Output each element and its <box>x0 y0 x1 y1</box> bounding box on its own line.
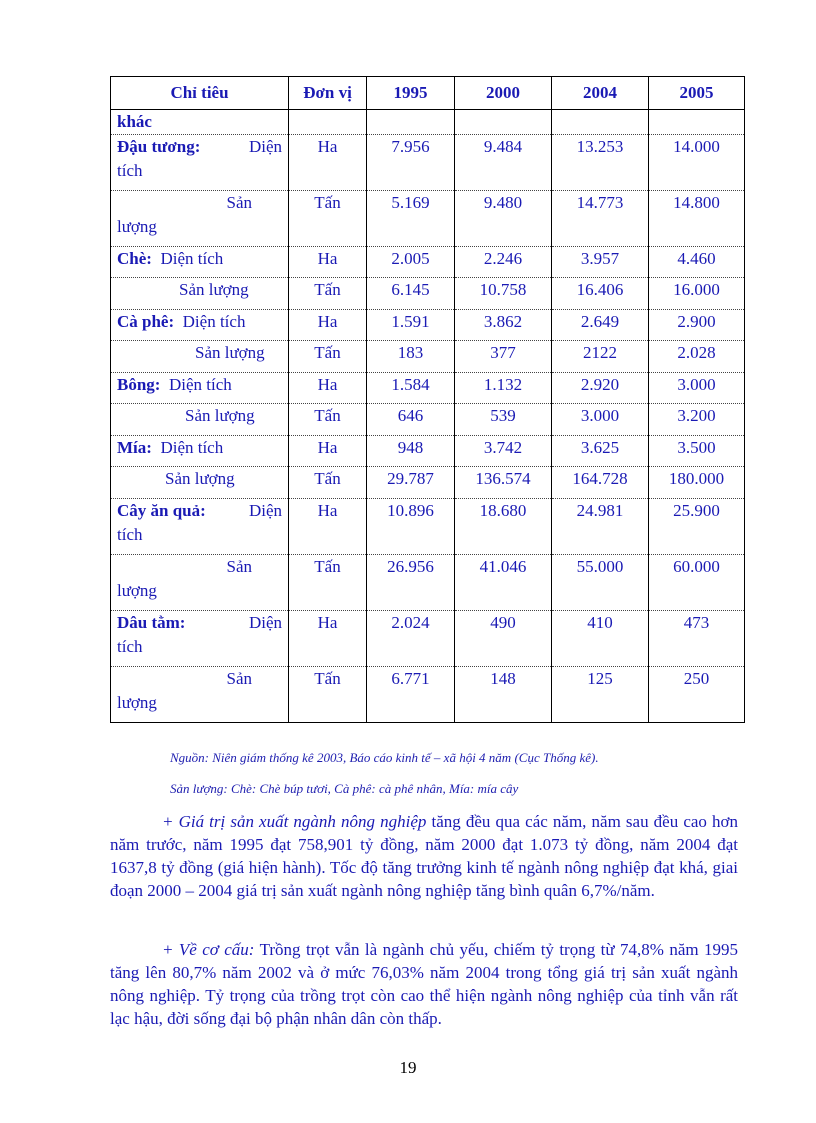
metric-name: Sản <box>226 193 252 212</box>
unit-cell: Tấn <box>289 667 367 723</box>
unit-cell: Tấn <box>289 404 367 436</box>
value-cell: 16.406 <box>552 278 649 310</box>
value-cell: 29.787 <box>367 467 455 499</box>
value-cell: 646 <box>367 404 455 436</box>
row-label <box>111 667 289 723</box>
table-row <box>111 310 745 341</box>
header-row <box>111 77 745 110</box>
table-row <box>111 499 745 555</box>
value-cell: 2.005 <box>367 247 455 278</box>
value-cell: 9.484 <box>455 135 552 191</box>
label-line <box>117 191 282 215</box>
metric-wrap: tích <box>117 637 143 656</box>
column-header: 1995 <box>367 77 455 110</box>
unit-cell: Ha <box>289 611 367 667</box>
unit-cell: Tấn <box>289 191 367 247</box>
value-cell: 6.145 <box>367 278 455 310</box>
value-cell: 18.680 <box>455 499 552 555</box>
empty-cell <box>649 110 745 135</box>
value-cell: 1.584 <box>367 373 455 404</box>
unit-cell: Ha <box>289 310 367 341</box>
value-cell: 3.957 <box>552 247 649 278</box>
crop-name: Cà phê: <box>117 312 175 331</box>
column-header: Đơn vị <box>289 77 367 110</box>
row-label <box>111 135 289 191</box>
value-cell: 6.771 <box>367 667 455 723</box>
unit-cell: Ha <box>289 373 367 404</box>
value-cell: 60.000 <box>649 555 745 611</box>
row-label <box>111 436 289 467</box>
page-number: 19 <box>399 1058 417 1077</box>
unit-cell: Tấn <box>289 555 367 611</box>
row-label: khác <box>111 110 289 135</box>
metric-name: Sản lượng <box>185 406 255 425</box>
table-row <box>111 667 745 723</box>
value-cell: 2122 <box>552 341 649 373</box>
metric-wrap: lượng <box>117 581 157 600</box>
table-row <box>111 278 745 310</box>
value-cell: 473 <box>649 611 745 667</box>
label-line <box>117 667 282 691</box>
value-cell: 2.246 <box>455 247 552 278</box>
metric-name: Sản lượng <box>179 280 249 299</box>
label-line <box>117 499 282 523</box>
value-cell: 13.253 <box>552 135 649 191</box>
label-line <box>117 555 282 579</box>
value-cell: 3.625 <box>552 436 649 467</box>
value-cell: 1.132 <box>455 373 552 404</box>
table-row <box>111 191 745 247</box>
value-cell: 148 <box>455 667 552 723</box>
value-cell: 16.000 <box>649 278 745 310</box>
metric-name: Sản lượng <box>195 343 265 362</box>
value-cell: 250 <box>649 667 745 723</box>
value-cell: 180.000 <box>649 467 745 499</box>
value-cell: 948 <box>367 436 455 467</box>
empty-cell <box>552 110 649 135</box>
paragraph-structure <box>110 938 738 1030</box>
crop-name: Đậu tương: <box>117 137 201 156</box>
unit-cell: Ha <box>289 499 367 555</box>
row-label <box>111 341 289 373</box>
unit-cell: Tấn <box>289 467 367 499</box>
crop-name: Dâu tằm: <box>117 613 186 632</box>
row-label <box>111 499 289 555</box>
value-cell: 164.728 <box>552 467 649 499</box>
source-note: Nguồn: Niên giám thống kê 2003, Báo cáo kinh tế – xã hội 4 năm (Cục Thống kê). <box>170 750 599 765</box>
row-label <box>111 373 289 404</box>
crop-name: Chè: <box>117 249 152 268</box>
value-cell: 4.460 <box>649 247 745 278</box>
metric-name: Diện tích <box>160 438 224 457</box>
yield-note: Sản lượng: Chè: Chè búp tươi, Cà phê: cà phê nhân, Mía: mía cây <box>170 781 519 796</box>
metric-name: Diện <box>248 613 282 632</box>
value-cell: 490 <box>455 611 552 667</box>
crop-statistics-table <box>110 76 745 723</box>
row-label <box>111 404 289 436</box>
table-row <box>111 555 745 611</box>
table-row <box>111 373 745 404</box>
metric-name: Diện <box>248 501 282 520</box>
empty-cell <box>455 110 552 135</box>
value-cell: 41.046 <box>455 555 552 611</box>
unit-cell: Ha <box>289 135 367 191</box>
value-cell: 539 <box>455 404 552 436</box>
paragraph-text: Trồng trọt vẫn là ngành chủ yếu, chiếm tỷ trọng từ 74,8% năm 1995 tăng lên 80,7% năm 2002 và ở mức 76,03% năm 2004 trong tổng giá trị sản xuất ngành nông nghiệp. Tỷ trọng của trồng trọt còn cao thể hiện ngành nông nghiệp của tỉnh vẫn rất lạc hậu, đời sống đại bộ phận nhân dân còn thấp. <box>110 940 738 1028</box>
metric-wrap: lượng <box>117 217 157 236</box>
metric-wrap: tích <box>117 161 143 180</box>
metric-name: Sản lượng <box>165 469 235 488</box>
value-cell: 5.169 <box>367 191 455 247</box>
paragraph-production-value <box>110 810 738 902</box>
value-cell: 183 <box>367 341 455 373</box>
value-cell: 26.956 <box>367 555 455 611</box>
table-row <box>111 135 745 191</box>
value-cell: 9.480 <box>455 191 552 247</box>
unit-cell: Ha <box>289 436 367 467</box>
row-label <box>111 278 289 310</box>
value-cell: 7.956 <box>367 135 455 191</box>
metric-wrap: lượng <box>117 693 157 712</box>
unit-cell: Ha <box>289 247 367 278</box>
value-cell: 1.591 <box>367 310 455 341</box>
table-row <box>111 436 745 467</box>
value-cell: 125 <box>552 667 649 723</box>
value-cell: 2.028 <box>649 341 745 373</box>
metric-name: Diện tích <box>168 375 232 394</box>
label-line <box>117 611 282 635</box>
value-cell: 25.900 <box>649 499 745 555</box>
value-cell: 3.200 <box>649 404 745 436</box>
value-cell: 377 <box>455 341 552 373</box>
row-label <box>111 191 289 247</box>
unit-cell: Tấn <box>289 341 367 373</box>
value-cell: 3.862 <box>455 310 552 341</box>
paragraph-lead: + Về cơ cấu: <box>162 940 255 959</box>
value-cell: 10.896 <box>367 499 455 555</box>
value-cell: 2.920 <box>552 373 649 404</box>
table-row <box>111 110 745 135</box>
row-label <box>111 467 289 499</box>
metric-wrap: tích <box>117 525 143 544</box>
row-label <box>111 611 289 667</box>
unit-cell: Tấn <box>289 278 367 310</box>
label-line <box>117 135 282 159</box>
table-row <box>111 467 745 499</box>
metric-name: Diện tích <box>160 249 224 268</box>
column-header: Chỉ tiêu <box>111 77 289 110</box>
row-label <box>111 247 289 278</box>
metric-name: Sản <box>226 557 252 576</box>
value-cell: 3.500 <box>649 436 745 467</box>
crop-name: Cây ăn quả: <box>117 501 206 520</box>
value-cell: 410 <box>552 611 649 667</box>
value-cell: 2.900 <box>649 310 745 341</box>
value-cell: 2.649 <box>552 310 649 341</box>
table-row <box>111 404 745 436</box>
value-cell: 24.981 <box>552 499 649 555</box>
column-header: 2000 <box>455 77 552 110</box>
column-header: 2005 <box>649 77 745 110</box>
value-cell: 2.024 <box>367 611 455 667</box>
row-label <box>111 310 289 341</box>
value-cell: 14.773 <box>552 191 649 247</box>
value-cell: 3.000 <box>552 404 649 436</box>
value-cell: 10.758 <box>455 278 552 310</box>
table-row <box>111 247 745 278</box>
empty-cell <box>367 110 455 135</box>
table-row <box>111 611 745 667</box>
column-header: 2004 <box>552 77 649 110</box>
crop-name: Mía: <box>117 438 152 457</box>
value-cell: 136.574 <box>455 467 552 499</box>
paragraph-text: tăng đều qua các năm, năm sau đều cao hơn năm trước, năm 1995 đạt 758,901 tỷ đồng, năm 2000 đạt 1.073 tỷ đồng, năm 2004 đạt 1637,8 tỷ đồng (giá hiện hành). Tốc độ tăng trưởng kinh tế ngành nông nghiệp đạt khá, giai đoạn 2000 – 2004 giá trị sản xuất ngành nông nghiệp tăng bình quân 6,7%/năm. <box>110 812 738 900</box>
value-cell: 14.000 <box>649 135 745 191</box>
metric-name: Diện <box>248 137 282 156</box>
crop-name: Bông: <box>117 375 161 394</box>
value-cell: 3.742 <box>455 436 552 467</box>
empty-cell <box>289 110 367 135</box>
row-label <box>111 555 289 611</box>
value-cell: 55.000 <box>552 555 649 611</box>
table-row <box>111 341 745 373</box>
value-cell: 3.000 <box>649 373 745 404</box>
metric-name: Diện tích <box>182 312 246 331</box>
paragraph-lead: + Giá trị sản xuất ngành nông nghiệp <box>162 812 427 831</box>
metric-name: Sản <box>226 669 252 688</box>
value-cell: 14.800 <box>649 191 745 247</box>
